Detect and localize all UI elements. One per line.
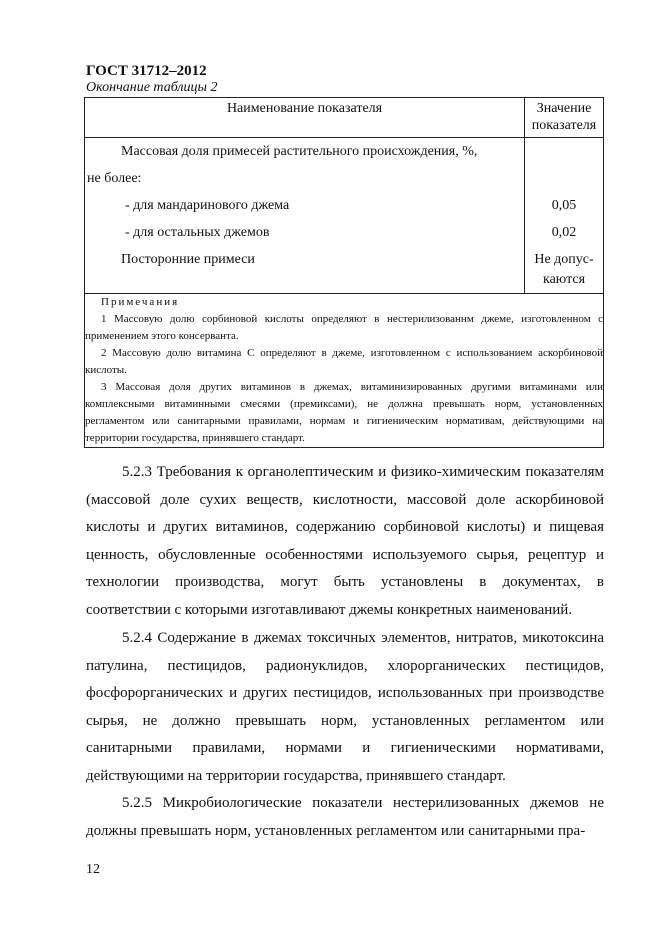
notes-title: Примечания [101, 296, 180, 308]
table-notes [85, 294, 604, 448]
column-header-value [525, 98, 604, 138]
table-row-name [85, 273, 524, 293]
document-code: ГОСТ 31712–2012 [86, 63, 207, 79]
column-header-name: Наименование показателя [85, 98, 525, 138]
column-header-value-line1: Значение [536, 101, 592, 116]
table-body-row [85, 138, 604, 294]
table-row-name: Массовая доля примесей растительного происхождения, %, [121, 144, 478, 159]
note-item: 1 Массовую долю сорбиновой кислоты определяют в нестерилизованнм джеме, изготовленном с применением этого консерванта. [85, 313, 603, 342]
paragraph-5-2-3: 5.2.3 Требования к органолептическим и физико-химическим показателям (массовой доле сухих веществ, кислотности, массовой доле аскорбиновой кислоты и других витаминов, содержанию сорбиновой кислоты) и пищевая ценность, обусловленные особенностями используемого сырья, рецептур и технологии производства, могут быть установлены в документах, в соответствии с которыми изготавливают джемы конкретных наименований. [86, 464, 604, 618]
paragraph-5-2-4: 5.2.4 Содержание в джемах токсичных элементов, нитратов, микотоксина патулина, пестицидов, радионуклидов, хлорорганических пестицидов, фосфорорганических и других пестицидов, использованных при производстве сырья, не должно превышать норм, установленных регламентом или санитарными правилами, нормами и гигиеническими нормативами, действующими на территории государства, принявшего стандарт. [86, 630, 604, 784]
table-row-value [525, 165, 603, 192]
table-row-name: - для остальных джемов [125, 225, 270, 240]
table-header-row [85, 98, 604, 138]
indicators-table [84, 97, 604, 448]
note-item: 2 Массовую долю витамина С определяют в джеме, изготовленном с использованием аскорбиновой кислоты. [85, 347, 603, 376]
table-row-value: 0,02 [551, 225, 577, 240]
table-row-value [525, 138, 603, 165]
table-row-value: Не допус- [534, 252, 594, 267]
table-row-name: - для мандаринового джема [125, 198, 290, 213]
paragraph-5-2-5: 5.2.5 Микробиологические показатели нестерилизованных джемов не должны превышать норм, установленных регламентом или санитарными пра- [86, 795, 604, 839]
names-cell [85, 138, 525, 294]
table-row-name: не более: [87, 171, 142, 186]
table-row-name: Посторонние примеси [121, 252, 255, 267]
page-number: 12 [86, 862, 100, 877]
note-item: 3 Массовая доля других витаминов в джемах, витаминизированных другими витаминами или комплексными витаминными смесями (премиксами), не должна превышать норм, установленных регламентом или санитарными правилами, нормам и гигиеническим нормативам, действующими на территории государства, принявшего стандарт. [85, 381, 603, 444]
table-caption: Окончание таблицы 2 [86, 80, 218, 95]
column-header-value-line2: показателя [531, 118, 597, 133]
table-notes-row [85, 294, 604, 448]
values-cell [525, 138, 604, 294]
table-row-value: 0,05 [551, 198, 577, 213]
table-row-value: каются [543, 272, 586, 287]
